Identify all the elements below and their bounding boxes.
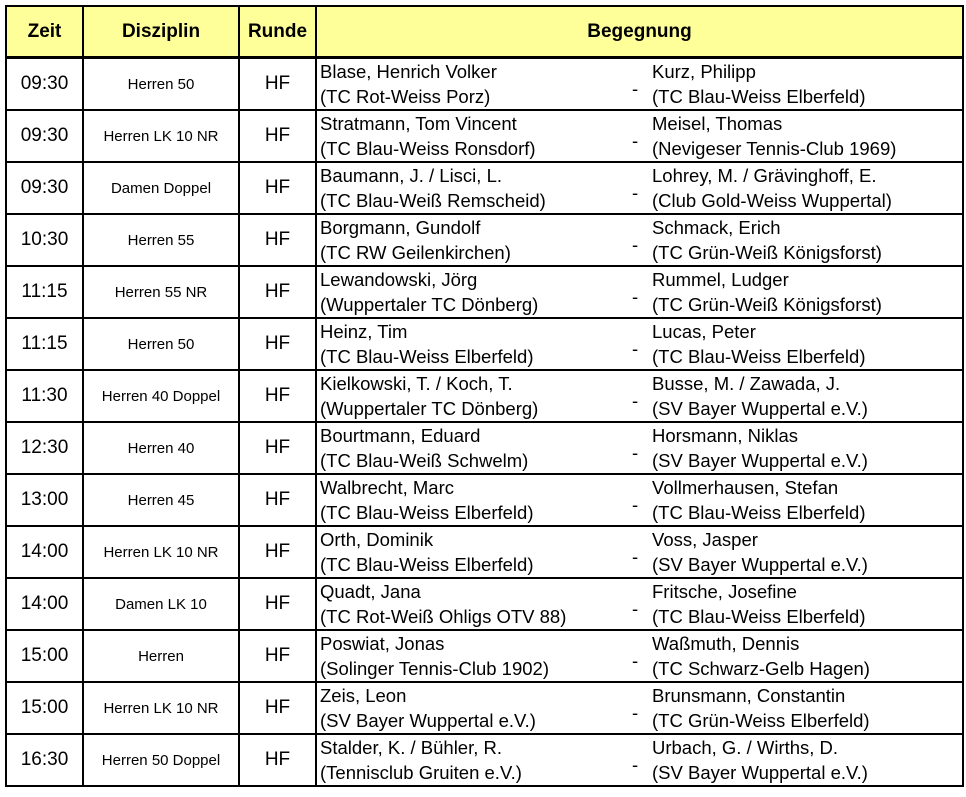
player-two-club: (TC Grün-Weiß Königsforst) — [652, 294, 882, 315]
match-round: HF — [239, 474, 316, 526]
versus-separator: - — [632, 285, 639, 307]
player-two-club: (Nevigeser Tennis-Club 1969) — [652, 138, 897, 159]
player-one-name: Walbrecht, Marc — [320, 477, 454, 498]
match-time: 15:00 — [6, 630, 83, 682]
match-round: HF — [239, 214, 316, 266]
match-discipline: Herren LK 10 NR — [83, 110, 239, 162]
match-round: HF — [239, 578, 316, 630]
match-time: 09:30 — [6, 162, 83, 214]
match-round: HF — [239, 630, 316, 682]
match-pairing — [316, 526, 963, 578]
table-row — [6, 526, 963, 578]
player-two-name: Horsmann, Niklas — [652, 425, 798, 446]
table-row — [6, 578, 963, 630]
match-time: 15:00 — [6, 682, 83, 734]
match-discipline: Herren 55 — [83, 214, 239, 266]
player-one — [317, 59, 632, 109]
player-two-club: (Club Gold-Weiss Wuppertal) — [652, 190, 892, 211]
versus-separator: - — [632, 441, 639, 463]
player-one — [317, 475, 632, 525]
player-one — [317, 423, 632, 473]
player-one — [317, 215, 632, 265]
match-pairing — [316, 578, 963, 630]
player-one — [317, 111, 632, 161]
player-two-club: (TC Blau-Weiss Elberfeld) — [652, 86, 866, 107]
match-round: HF — [239, 266, 316, 318]
match-discipline: Herren 45 — [83, 474, 239, 526]
header-row — [6, 6, 963, 58]
versus-separator: - — [632, 649, 639, 671]
table-row — [6, 214, 963, 266]
player-one — [317, 735, 632, 785]
player-one-club: (Solinger Tennis-Club 1902) — [320, 658, 549, 679]
versus-separator: - — [632, 389, 639, 411]
table-row — [6, 162, 963, 214]
match-discipline: Herren LK 10 NR — [83, 682, 239, 734]
player-one-name: Heinz, Tim — [320, 321, 408, 342]
match-pairing — [316, 214, 963, 266]
player-two-name: Schmack, Erich — [652, 217, 781, 238]
player-one-name: Zeis, Leon — [320, 685, 407, 706]
player-two-name: Rummel, Ludger — [652, 269, 789, 290]
match-round: HF — [239, 422, 316, 474]
player-two — [652, 683, 962, 733]
match-time: 16:30 — [6, 734, 83, 786]
versus-separator: - — [632, 129, 639, 151]
table-row — [6, 58, 963, 111]
player-two — [652, 527, 962, 577]
match-discipline: Herren 50 — [83, 58, 239, 111]
versus-separator: - — [632, 597, 639, 619]
match-discipline: Herren 50 — [83, 318, 239, 370]
player-one-name: Baumann, J. / Lisci, L. — [320, 165, 503, 186]
match-round: HF — [239, 162, 316, 214]
table-row — [6, 370, 963, 422]
player-two-name: Lohrey, M. / Grävinghoff, E. — [652, 165, 877, 186]
match-pairing — [316, 110, 963, 162]
match-pairing — [316, 474, 963, 526]
player-one-club: (Tennisclub Gruiten e.V.) — [320, 762, 522, 783]
player-one-name: Orth, Dominik — [320, 529, 434, 550]
match-discipline: Damen LK 10 — [83, 578, 239, 630]
player-one-name: Quadt, Jana — [320, 581, 421, 602]
player-one-name: Kielkowski, T. / Koch, T. — [320, 373, 513, 394]
match-pairing — [316, 630, 963, 682]
player-two — [652, 735, 962, 785]
player-two-name: Fritsche, Josefine — [652, 581, 797, 602]
match-pairing — [316, 370, 963, 422]
player-one-name: Bourtmann, Eduard — [320, 425, 481, 446]
match-pairing — [316, 318, 963, 370]
player-two-name: Busse, M. / Zawada, J. — [652, 373, 841, 394]
match-pairing — [316, 422, 963, 474]
player-one-name: Stratmann, Tom Vincent — [320, 113, 517, 134]
player-one-name: Stalder, K. / Bühler, R. — [320, 737, 503, 758]
match-discipline: Herren 40 — [83, 422, 239, 474]
player-two-name: Waßmuth, Dennis — [652, 633, 800, 654]
player-one-club: (Wuppertaler TC Dönberg) — [320, 398, 539, 419]
player-two-club: (TC Schwarz-Gelb Hagen) — [652, 658, 870, 679]
player-two-name: Meisel, Thomas — [652, 113, 783, 134]
table-row — [6, 630, 963, 682]
header-zeit: Zeit — [6, 6, 83, 58]
match-round: HF — [239, 110, 316, 162]
player-one — [317, 527, 632, 577]
player-one — [317, 579, 632, 629]
player-one-name: Lewandowski, Jörg — [320, 269, 478, 290]
player-two — [652, 371, 962, 421]
player-two-club: (SV Bayer Wuppertal e.V.) — [652, 398, 868, 419]
match-discipline: Damen Doppel — [83, 162, 239, 214]
versus-separator: - — [632, 701, 639, 723]
player-two — [652, 59, 962, 109]
versus-separator: - — [632, 545, 639, 567]
versus-separator: - — [632, 337, 639, 359]
match-discipline: Herren 40 Doppel — [83, 370, 239, 422]
match-round: HF — [239, 526, 316, 578]
match-pairing — [316, 266, 963, 318]
match-time: 09:30 — [6, 58, 83, 111]
match-round: HF — [239, 734, 316, 786]
table-row — [6, 734, 963, 786]
player-one — [317, 631, 632, 681]
table-row — [6, 266, 963, 318]
player-two-name: Vollmerhausen, Stefan — [652, 477, 839, 498]
player-two-club: (SV Bayer Wuppertal e.V.) — [652, 762, 868, 783]
versus-separator: - — [632, 753, 639, 775]
player-one-club: (TC Blau-Weiss Ronsdorf) — [320, 138, 536, 159]
player-one — [317, 163, 632, 213]
versus-separator: - — [632, 181, 639, 203]
player-one-name: Borgmann, Gundolf — [320, 217, 481, 238]
player-one-club: (SV Bayer Wuppertal e.V.) — [320, 710, 536, 731]
match-schedule-table — [5, 5, 964, 787]
match-time: 13:00 — [6, 474, 83, 526]
player-one — [317, 267, 632, 317]
player-one-club: (TC Blau-Weiß Schwelm) — [320, 450, 529, 471]
versus-separator: - — [632, 233, 639, 255]
player-one-club: (TC Rot-Weiß Ohligs OTV 88) — [320, 606, 567, 627]
match-round: HF — [239, 318, 316, 370]
match-pairing — [316, 58, 963, 111]
match-discipline: Herren LK 10 NR — [83, 526, 239, 578]
match-round: HF — [239, 682, 316, 734]
player-two-club: (TC Blau-Weiss Elberfeld) — [652, 346, 866, 367]
header-disziplin: Disziplin — [83, 6, 239, 58]
player-two-club: (TC Blau-Weiss Elberfeld) — [652, 606, 866, 627]
match-discipline: Herren 55 NR — [83, 266, 239, 318]
player-two-club: (TC Grün-Weiß Königsforst) — [652, 242, 882, 263]
player-two — [652, 423, 962, 473]
player-one — [317, 319, 632, 369]
player-two-club: (SV Bayer Wuppertal e.V.) — [652, 554, 868, 575]
match-time: 10:30 — [6, 214, 83, 266]
table-row — [6, 682, 963, 734]
versus-separator: - — [632, 493, 639, 515]
match-discipline: Herren — [83, 630, 239, 682]
player-two — [652, 631, 962, 681]
player-two-name: Kurz, Philipp — [652, 61, 756, 82]
player-one-club: (TC Blau-Weiss Elberfeld) — [320, 502, 534, 523]
match-time: 11:30 — [6, 370, 83, 422]
player-two-club: (TC Grün-Weiss Elberfeld) — [652, 710, 870, 731]
player-one-club: (TC Blau-Weiss Elberfeld) — [320, 554, 534, 575]
header-runde: Runde — [239, 6, 316, 58]
match-round: HF — [239, 58, 316, 111]
table-row — [6, 474, 963, 526]
player-two-club: (TC Blau-Weiss Elberfeld) — [652, 502, 866, 523]
table-row — [6, 110, 963, 162]
player-one-club: (TC Blau-Weiß Remscheid) — [320, 190, 546, 211]
player-two — [652, 163, 962, 213]
player-two-name: Lucas, Peter — [652, 321, 756, 342]
match-pairing — [316, 162, 963, 214]
match-pairing — [316, 734, 963, 786]
match-time: 11:15 — [6, 266, 83, 318]
player-one — [317, 371, 632, 421]
match-time: 14:00 — [6, 578, 83, 630]
player-one — [317, 683, 632, 733]
player-one-club: (TC Blau-Weiss Elberfeld) — [320, 346, 534, 367]
player-two — [652, 579, 962, 629]
player-two — [652, 319, 962, 369]
player-two — [652, 215, 962, 265]
player-two-name: Urbach, G. / Wirths, D. — [652, 737, 839, 758]
match-discipline: Herren 50 Doppel — [83, 734, 239, 786]
player-two-club: (SV Bayer Wuppertal e.V.) — [652, 450, 868, 471]
header-begegnung: Begegnung — [316, 6, 963, 58]
match-time: 11:15 — [6, 318, 83, 370]
player-one-name: Blase, Henrich Volker — [320, 61, 497, 82]
table-row — [6, 318, 963, 370]
versus-separator: - — [632, 77, 639, 99]
player-one-club: (Wuppertaler TC Dönberg) — [320, 294, 539, 315]
match-pairing — [316, 682, 963, 734]
player-two — [652, 111, 962, 161]
table-row — [6, 422, 963, 474]
player-two — [652, 475, 962, 525]
match-time: 09:30 — [6, 110, 83, 162]
player-two-name: Brunsmann, Constantin — [652, 685, 846, 706]
player-two — [652, 267, 962, 317]
match-time: 14:00 — [6, 526, 83, 578]
player-two-name: Voss, Jasper — [652, 529, 758, 550]
match-time: 12:30 — [6, 422, 83, 474]
match-round: HF — [239, 370, 316, 422]
player-one-club: (TC RW Geilenkirchen) — [320, 242, 511, 263]
player-one-club: (TC Rot-Weiss Porz) — [320, 86, 491, 107]
player-one-name: Poswiat, Jonas — [320, 633, 445, 654]
